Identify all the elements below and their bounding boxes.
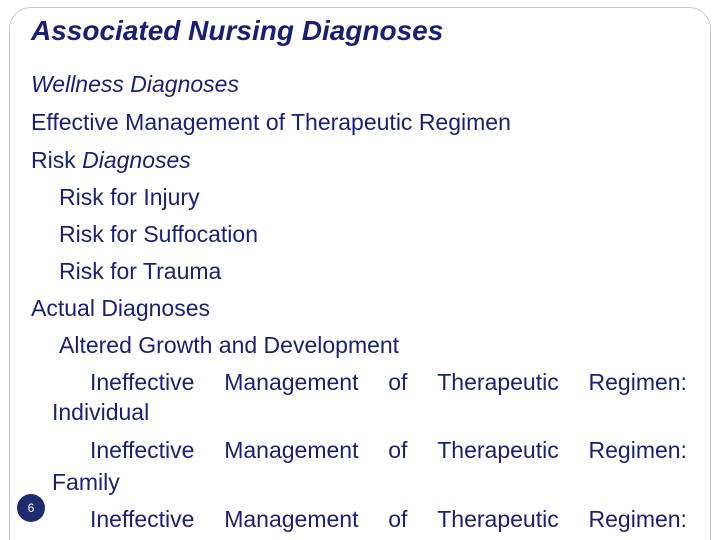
word: Ineffective [90,506,195,532]
actual-item-ineffective-individual [90,368,687,396]
word: Management [224,369,359,395]
actual-item-ineffective-community [90,505,687,533]
wellness-item: Effective Management of Therapeutic Regimen [31,109,511,135]
risk-item-suffocation: Risk for Suffocation [59,221,259,247]
actual-heading: Actual Diagnoses [31,295,210,321]
risk-heading-suffix: Diagnoses [82,147,191,173]
ineffective-target-individual: Individual [52,399,150,425]
word: Ineffective [90,437,195,463]
word: of [388,506,408,532]
page-number-badge: 6 [17,494,45,522]
word: Therapeutic [437,437,559,463]
risk-heading-prefix: Risk [31,147,76,173]
word: Management [224,437,359,463]
risk-item-injury: Risk for Injury [59,184,200,210]
word: Therapeutic [437,506,559,532]
risk-heading [31,146,191,174]
word: of [388,437,408,463]
word: of [388,369,408,395]
slide-title: Associated Nursing Diagnoses [31,15,444,46]
word: Regimen: [588,437,687,463]
actual-item-growth: Altered Growth and Development [59,332,400,358]
word: Regimen: [588,369,687,395]
ineffective-target-family: Family [52,469,120,495]
word: Therapeutic [437,369,559,395]
word: Regimen: [588,506,687,532]
wellness-heading: Wellness Diagnoses [31,71,239,97]
actual-item-ineffective-family [90,436,687,464]
word: Ineffective [90,369,195,395]
word: Management [224,506,359,532]
risk-item-trauma: Risk for Trauma [59,258,222,284]
